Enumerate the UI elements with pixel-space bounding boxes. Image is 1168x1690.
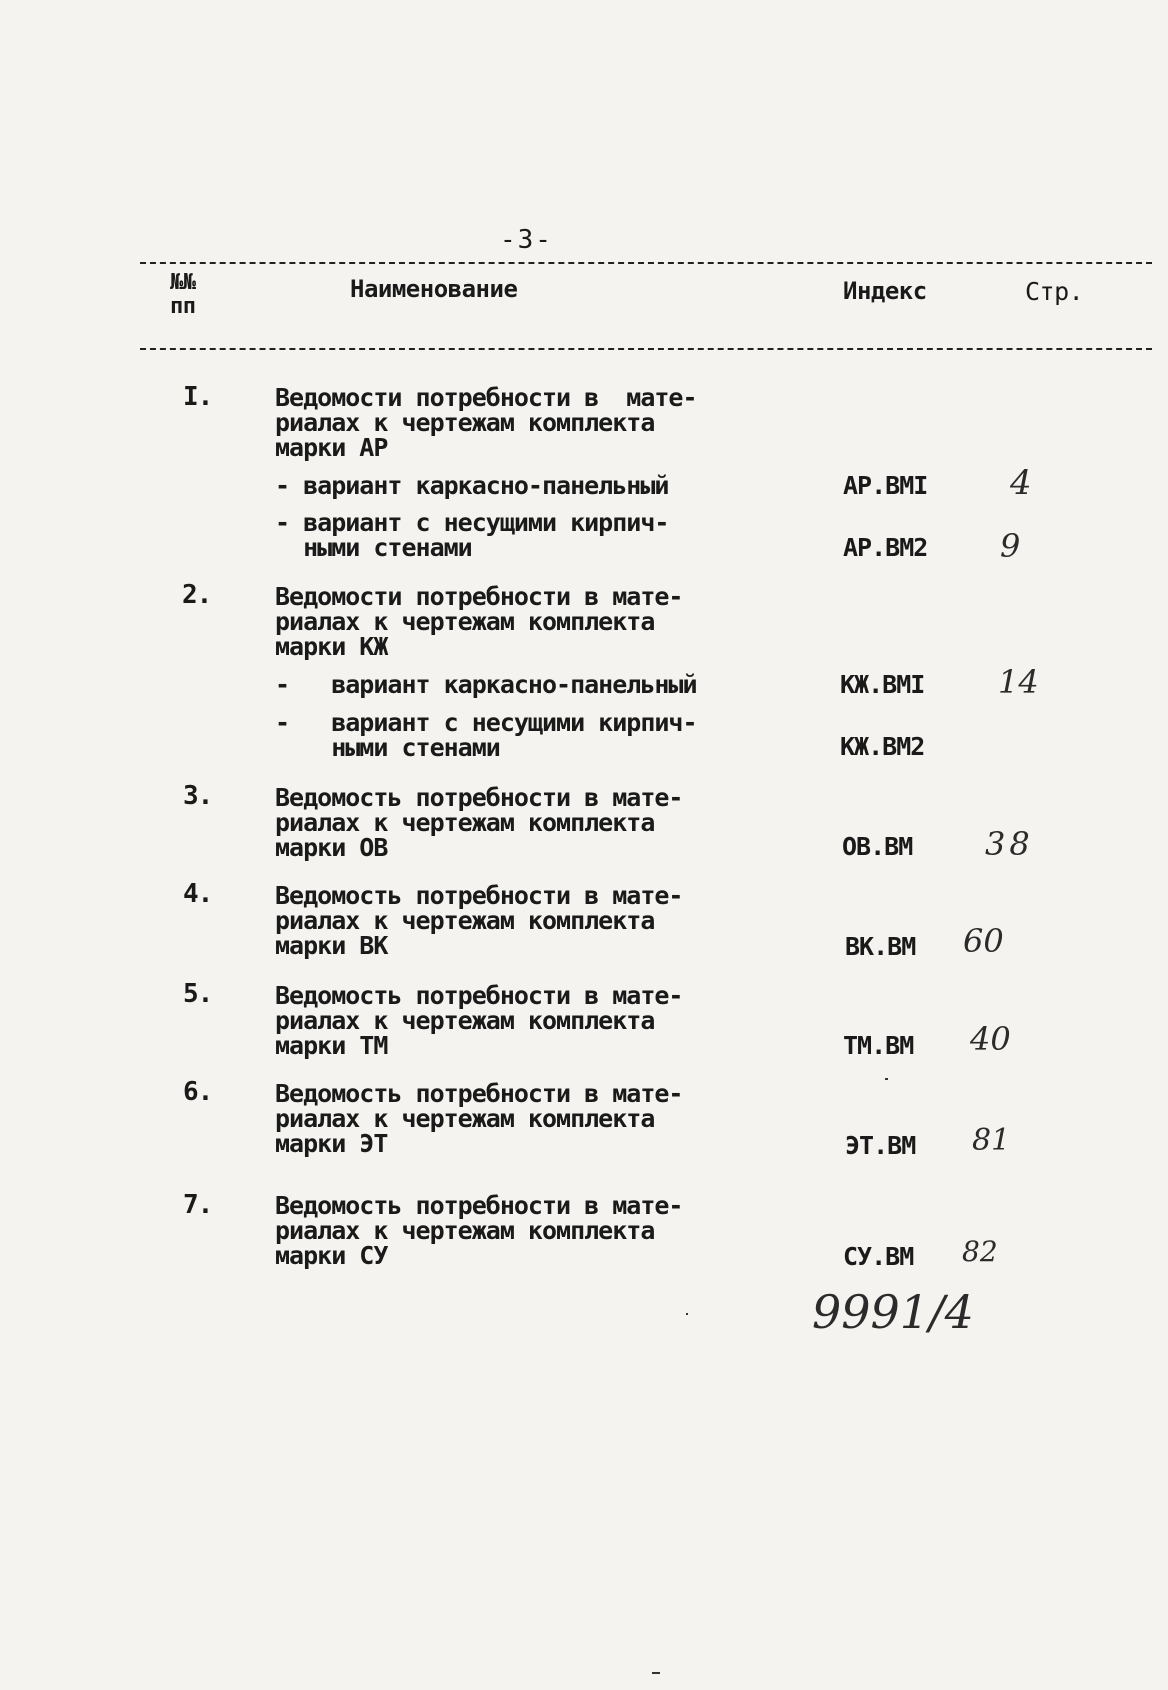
row-page: 14 [998,663,1039,701]
row-number: I. [183,382,213,412]
row-description: - вариант каркасно-панельный [275,670,697,699]
scan-speck [885,1078,888,1080]
row-page: 38 [985,825,1034,863]
row-page: 82 [962,1235,998,1268]
row-page: 40 [970,1020,1011,1058]
row-description: Ведомость потребности в мате- риалах к чертежам комплекта марки ОВ [275,783,683,862]
row-index: КЖ.ВМ2 [840,732,925,761]
header-col-index: Индекс [843,277,927,305]
row-description: - вариант с несущими кирпич- ными стенами [275,508,669,562]
header-col-number-line2: пп [170,294,196,319]
header-col-number [170,272,196,318]
header-bottom-rule [140,348,1152,350]
scan-speck [652,1672,660,1674]
row-number: 4. [183,879,213,909]
row-description: Ведомости потребности в мате- риалах к чертежам комплекта марки КЖ [275,582,683,661]
row-description: - вариант каркасно-панельный [275,471,669,500]
row-number: 7. [183,1190,213,1220]
row-description: Ведомость потребности в мате- риалах к чертежам комплекта марки ЭТ [275,1079,683,1158]
row-description: - вариант с несущими кирпич- ными стенами [275,708,697,762]
row-index: АР.ВМI [843,471,928,500]
row-page: 4 [1010,463,1032,503]
row-description: Ведомость потребности в мате- риалах к чертежам комплекта марки ТМ [275,981,683,1060]
header-top-rule [140,262,1152,264]
row-index: ОВ.ВМ [842,832,913,861]
row-description: Ведомость потребности в мате- риалах к чертежам комплекта марки ВК [275,881,683,960]
row-number: 2. [182,580,212,610]
row-index: СУ.ВМ [843,1242,914,1271]
row-number: 5. [183,979,213,1009]
row-index: ВК.ВМ [845,932,916,961]
row-index: ТМ.ВМ [843,1031,914,1060]
row-page: 9 [1000,527,1021,565]
handwritten-number: 9991/4 [812,1285,974,1339]
header-col-page: Стр. [1025,277,1084,306]
row-description: Ведомости потребности в мате- риалах к чертежам комплекта марки АР [275,383,697,462]
row-description: Ведомость потребности в мате- риалах к чертежам комплекта марки СУ [275,1191,683,1270]
header-col-number-line1: №№ [170,270,196,295]
row-page: 81 [972,1123,1011,1158]
scan-speck [686,1313,688,1315]
row-number: 3. [183,781,213,811]
row-index: ЭТ.ВМ [845,1131,916,1160]
row-index: КЖ.ВМI [840,670,925,699]
row-number: 6. [183,1077,213,1107]
row-page: 60 [963,922,1004,960]
page-number: -3- [500,225,553,255]
header-col-name: Наименование [350,275,518,303]
row-index: АР.ВМ2 [843,533,928,562]
